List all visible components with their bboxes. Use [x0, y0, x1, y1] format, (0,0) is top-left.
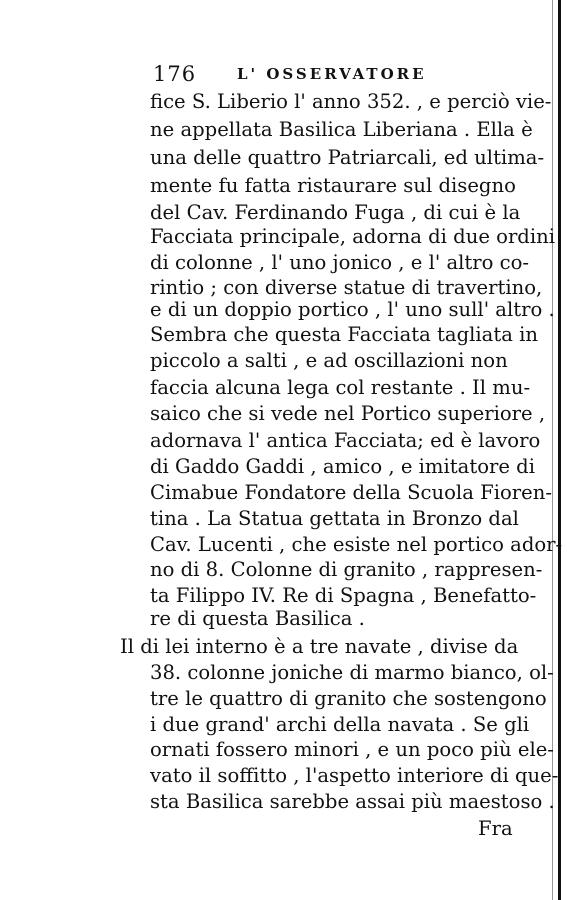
text-line: piccolo a salti , e ad oscillazioni non	[150, 349, 508, 372]
page-header	[153, 62, 443, 86]
text-line: Cav. Lucenti , che esiste nel portico ador-	[150, 533, 563, 556]
text-line: Sembra che questa Facciata tagliata in	[150, 323, 539, 346]
text-line: saico che si vede nel Portico superiore ,	[150, 402, 546, 425]
text-line: Il di lei interno è a tre navate , divise da	[120, 635, 519, 658]
text-line: una delle quattro Patriarcali, ed ultima-	[150, 146, 545, 169]
text-line: ta Filippo IV. Re di Spagna , Benefatto-	[150, 584, 537, 607]
text-line: 38. colonne joniche di marmo bianco, ol-	[150, 661, 554, 684]
text-line: di colonne , l' uno jonico , e l' altro co-	[150, 251, 530, 274]
text-line: no di 8. Colonne di granito , rappresen-	[150, 558, 543, 581]
text-line: adornava l' antica Facciata; ed è lavoro	[150, 429, 541, 452]
text-line: fice S. Liberio l' anno 352. , e perciò vie-	[150, 90, 552, 113]
page-edge-shadow	[558, 0, 561, 900]
text-line: del Cav. Ferdinando Fuga , di cui è la	[150, 201, 521, 224]
text-line: Facciata principale, adorna di due ordini	[150, 225, 556, 248]
text-line: rintio ; con diverse statue di travertino,	[150, 276, 543, 299]
text-line: tre le quattro di granito che sostengono	[150, 687, 547, 710]
text-line: ornati fossero minori , e un poco più ele-	[150, 738, 554, 761]
text-line: mente fu fatta ristaurare sul disegno	[150, 174, 516, 197]
page-number: 176	[153, 62, 197, 86]
catchword: Fra	[478, 817, 513, 840]
text-line: Cimabue Fondatore della Scuola Fioren-	[150, 481, 552, 504]
text-line: tina . La Statua gettata in Bronzo dal	[150, 507, 519, 530]
text-line: i due grand' archi della navata . Se gli	[150, 713, 530, 736]
text-line: re di questa Basilica .	[150, 607, 365, 630]
text-line: faccia alcuna lega col restante . Il mu-	[150, 376, 531, 399]
running-head: L' OSSERVATORE	[237, 65, 427, 83]
text-line: ne appellata Basilica Liberiana . Ella è	[150, 118, 533, 141]
text-line: sta Basilica sarebbe assai più maestoso .	[150, 790, 555, 813]
text-line: e di un doppio portico , l' uno sull' altro .	[150, 298, 555, 321]
text-line: di Gaddo Gaddi , amico , e imitatore di	[150, 455, 535, 478]
text-line: vato il soffitto , l'aspetto interiore di que-	[150, 764, 559, 787]
